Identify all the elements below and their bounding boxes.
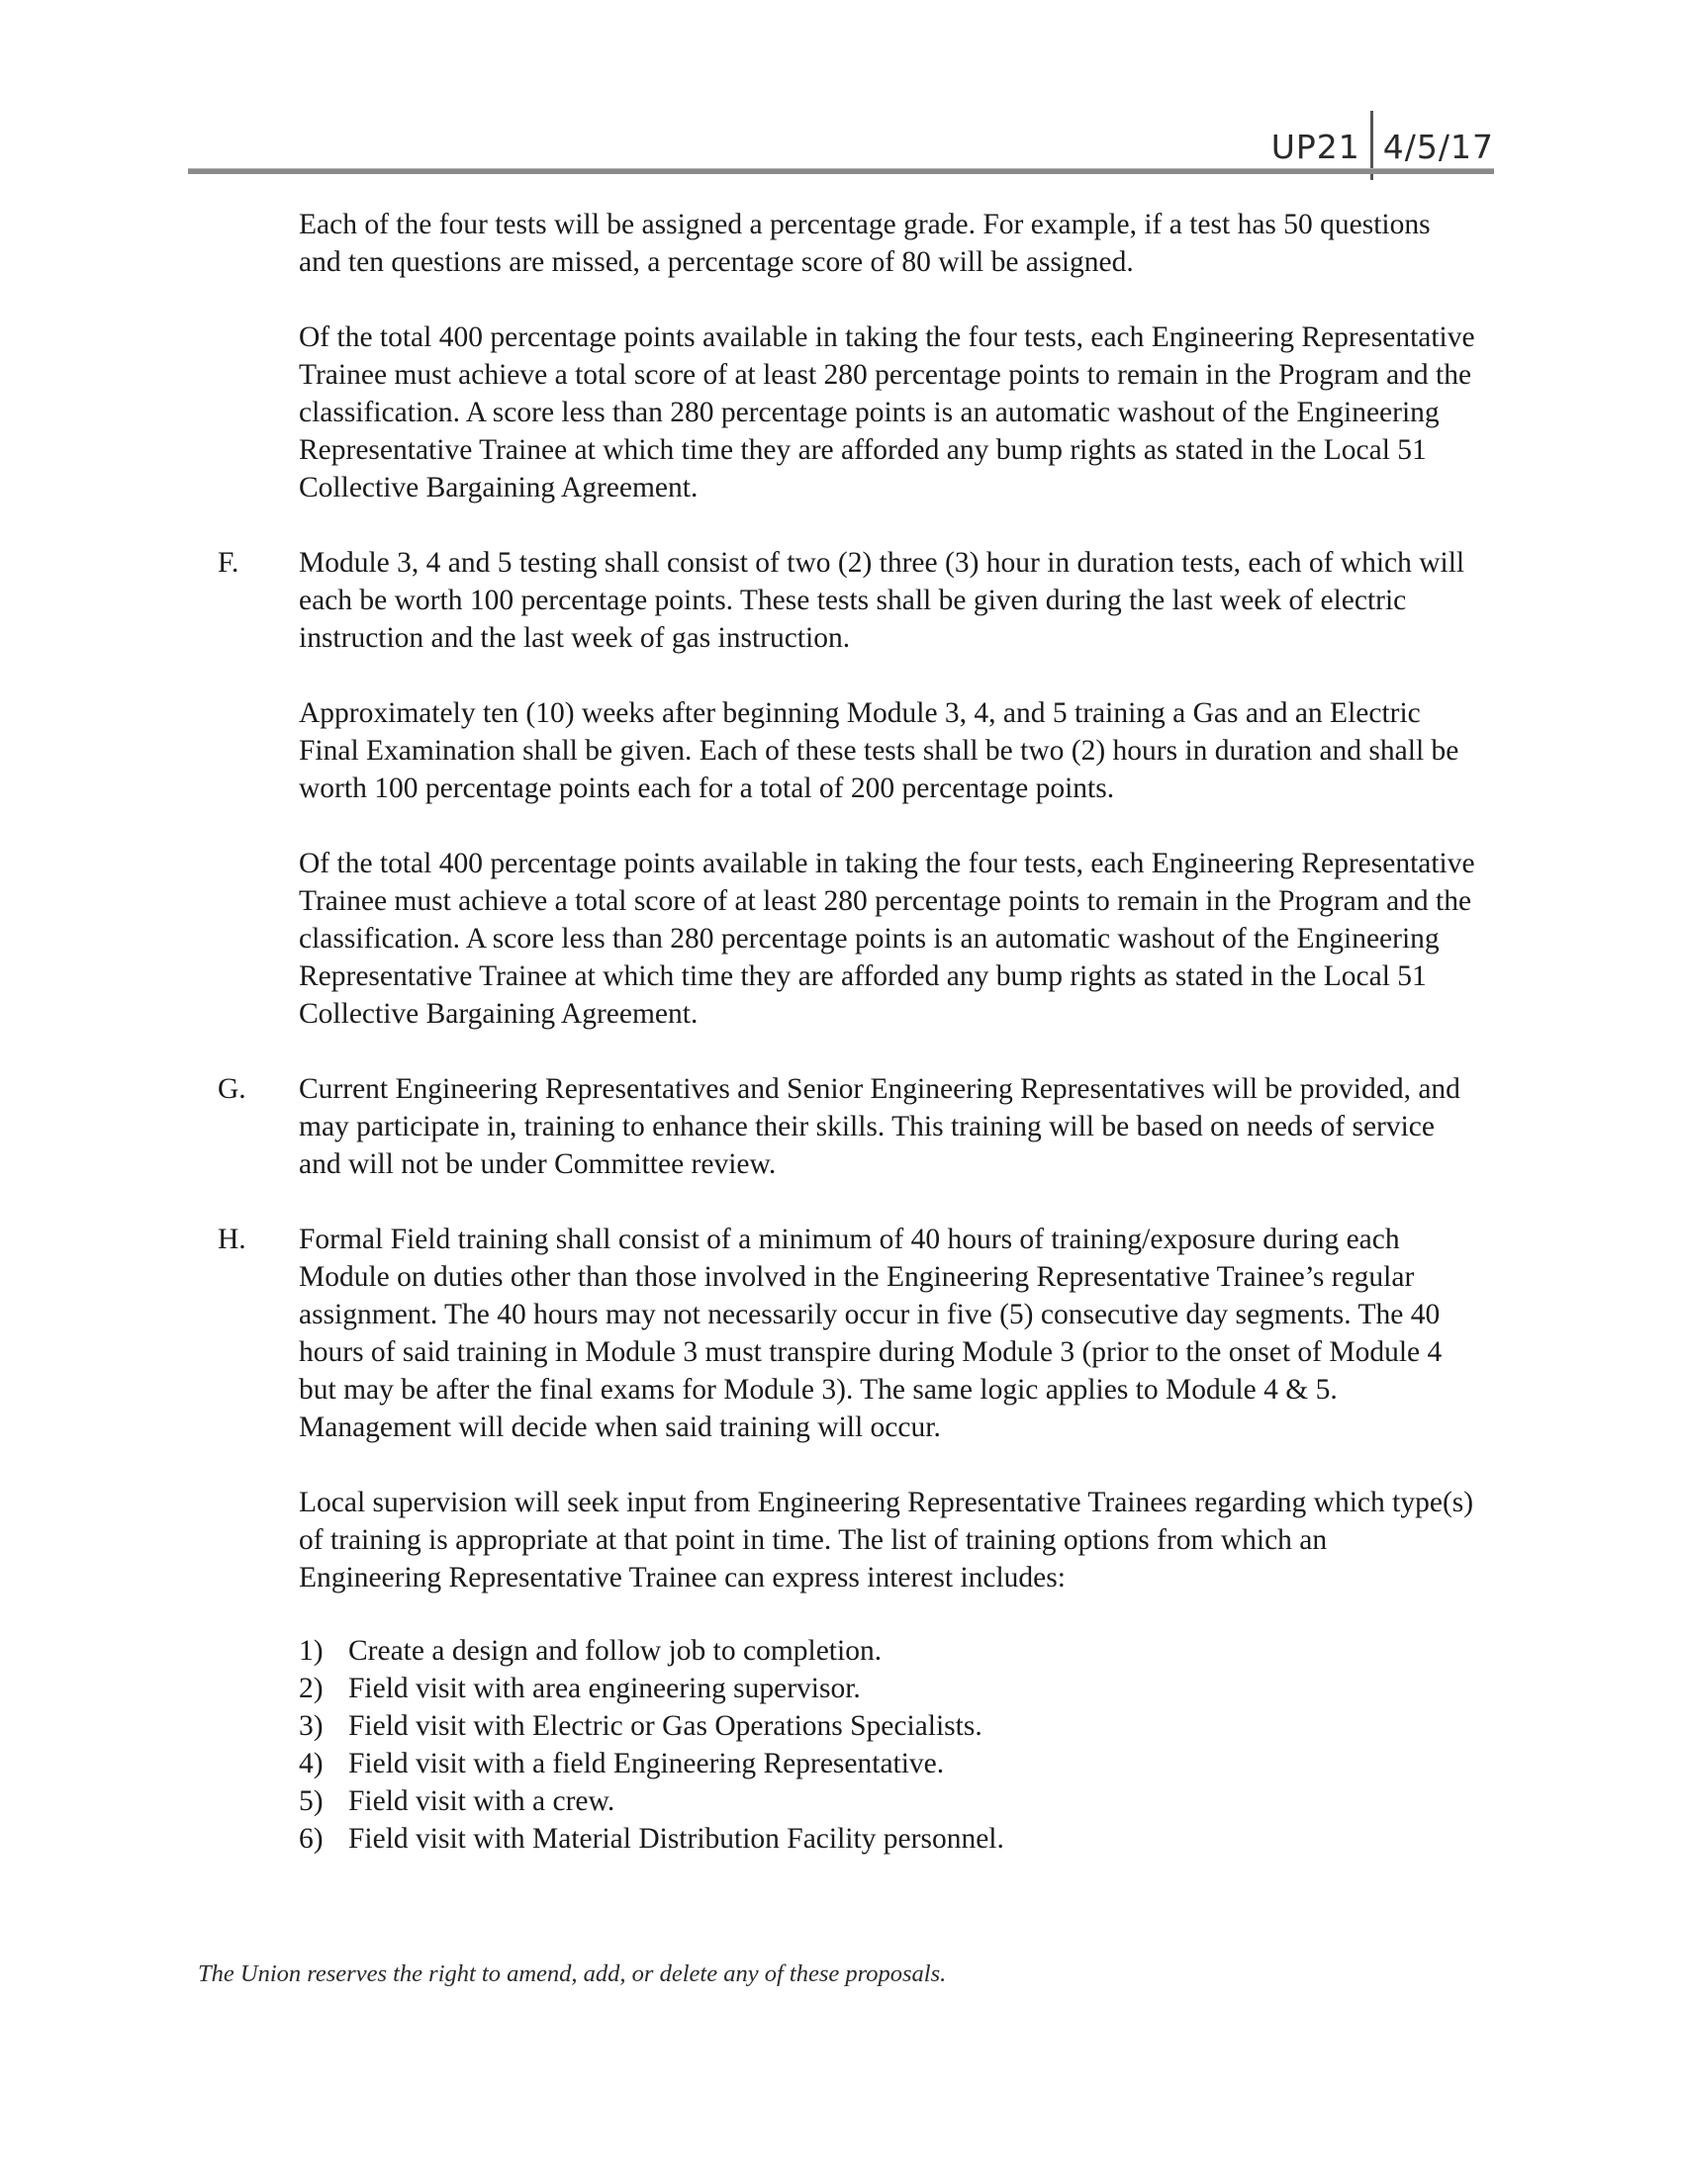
- section-h: [218, 1221, 1494, 1446]
- section-g-text: Current Engineering Representatives and Senior Engineering Representatives will be provided, and may participate in, training to enhance their skills. This training will be based on needs of service and will not be under Committee review.: [299, 1073, 1460, 1180]
- list-item-number: 1): [299, 1635, 324, 1667]
- list-item: [299, 1632, 1494, 1670]
- section-f-paragraph-2: Approximately ten (10) weeks after beginning Module 3, 4, and 5 training a Gas and an Electric Final Examination shall be given. Each of these tests shall be two (2) hours in duration and shall be worth 100 percentage points each for a total of 200 percentage points.: [299, 697, 1459, 804]
- list-item-text: Field visit with Material Distribution Facility personnel.: [348, 1823, 1004, 1855]
- list-item: [299, 1745, 1494, 1782]
- list-item-number: 6): [299, 1823, 324, 1855]
- list-item-number: 5): [299, 1785, 324, 1817]
- section-f: [218, 544, 1494, 657]
- list-item-number: 4): [299, 1748, 324, 1779]
- footer-disclaimer: The Union reserves the right to amend, add, or delete any of these proposals.: [198, 1960, 947, 1987]
- paragraph-grading: Each of the four tests will be assigned a percentage grade. For example, if a test has 50 questions and ten questions are missed, a percentage score of 80 will be assigned.: [299, 209, 1431, 278]
- section-f-text: Module 3, 4 and 5 testing shall consist of two (2) three (3) hour in duration tests, each of which will each be worth 100 percentage points. These tests shall be given during the last week of electric instruction and the last week of gas instruction.: [299, 547, 1465, 654]
- section-f-letter: F.: [218, 547, 239, 579]
- list-item: [299, 1782, 1494, 1820]
- document-code: UP21: [1270, 128, 1360, 166]
- list-item-text: Field visit with Electric or Gas Operations Specialists.: [348, 1710, 982, 1742]
- section-g-letter: G.: [218, 1073, 246, 1105]
- section-h-text: Formal Field training shall consist of a minimum of 40 hours of training/exposure during each Module on duties other than those involved in the Engineering Representative Trainee’s regular assignment. The 40 hours may not necessarily occur in five (5) consecutive day segments. The 40 hours of said training in Module 3 must transpire during Module 3 (prior to the onset of Module 4 but may be after the final exams for Module 3). The same logic applies to Module 4 & 5. Management will decide when said training will occur.: [299, 1224, 1443, 1443]
- section-f-paragraph-3: Of the total 400 percentage points available in taking the four tests, each Engineering Representative Trainee must achieve a total score of at least 280 percentage points to remain in the Program and the classification. A score less than 280 percentage points is an automatic washout of the Engineering Representative Trainee at which time they are afforded any bump rights as stated in the Local 51 Collective Bargaining Agreement.: [299, 848, 1475, 1030]
- section-h-paragraph-2: Local supervision will seek input from Engineering Representative Trainees regarding which type(s) of training is appropriate at that point in time. The list of training options from which an Engineering Representative Trainee can express interest includes:: [299, 1487, 1474, 1593]
- document-body: [218, 206, 1494, 1858]
- paragraph-score-requirement: Of the total 400 percentage points available in taking the four tests, each Engineering Representative Trainee must achieve a total score of at least 280 percentage points to remain in the Program and the classification. A score less than 280 percentage points is an automatic washout of the Engineering Representative Trainee at which time they are afforded any bump rights as stated in the Local 51 Collective Bargaining Agreement.: [299, 321, 1475, 503]
- list-item-text: Field visit with area engineering supervisor.: [348, 1673, 861, 1704]
- list-item: [299, 1820, 1494, 1858]
- training-options-list: [299, 1632, 1494, 1858]
- list-item-number: 2): [299, 1673, 324, 1704]
- header-rule: [188, 168, 1494, 174]
- list-item-number: 3): [299, 1710, 324, 1742]
- section-g: [218, 1070, 1494, 1183]
- document-header: [1271, 111, 1494, 174]
- document-date: 4/5/17: [1382, 128, 1494, 166]
- list-item-text: Field visit with a crew.: [348, 1785, 615, 1817]
- list-item: [299, 1670, 1494, 1707]
- list-item: [299, 1707, 1494, 1745]
- list-item-text: Field visit with a field Engineering Representative.: [348, 1748, 945, 1779]
- list-item-text: Create a design and follow job to completion.: [348, 1635, 883, 1667]
- section-h-letter: H.: [218, 1224, 246, 1255]
